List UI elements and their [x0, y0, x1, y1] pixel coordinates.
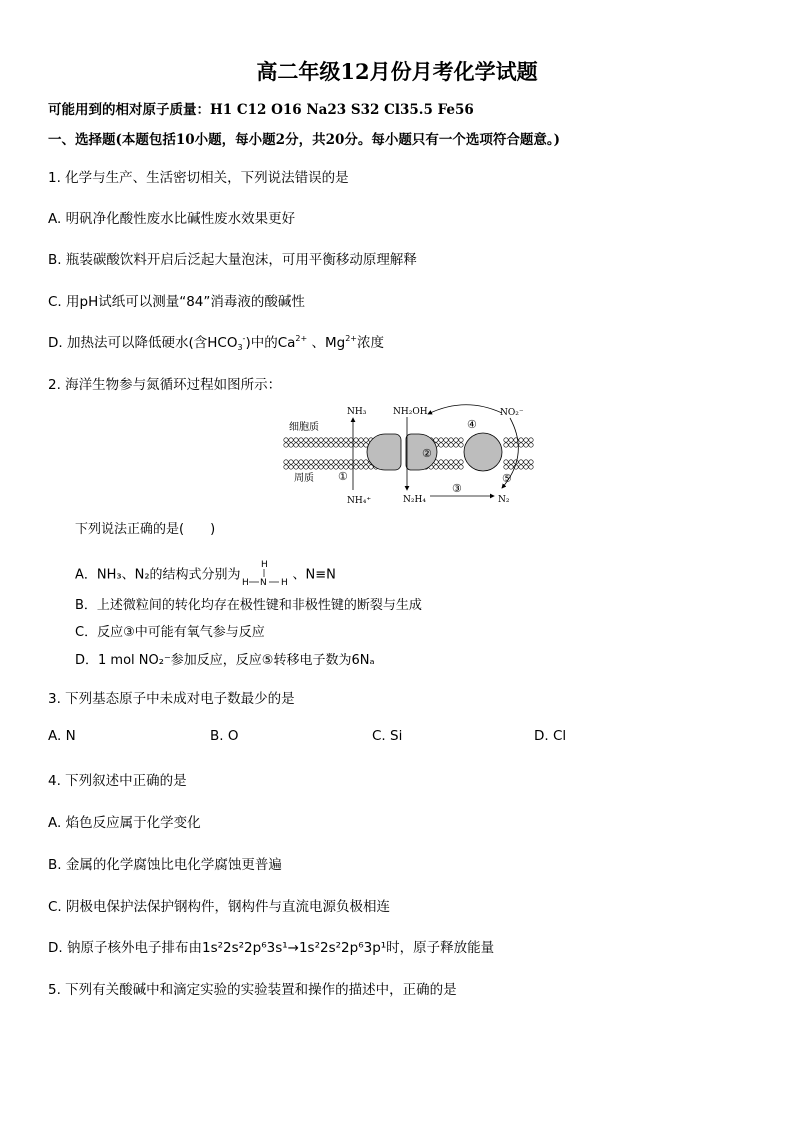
q1-d-pre: D. 加热法可以降低硬水(含HCO	[48, 335, 238, 351]
membrane-lipid	[349, 438, 353, 442]
membrane-lipid	[324, 465, 328, 469]
membrane-lipid	[354, 443, 358, 447]
membrane-lipid	[304, 465, 308, 469]
label-reaction-3: ③	[452, 482, 462, 495]
q3-option-d: D. Cl	[534, 728, 567, 744]
protein-left	[367, 434, 401, 470]
q1-stem: 1. 化学与生产、生活密切相关，下列说法错误的是	[48, 170, 349, 186]
membrane-lipid	[509, 438, 513, 442]
membrane-lipid	[304, 438, 308, 442]
membrane-lipid	[344, 460, 348, 464]
membrane-lipid	[329, 443, 333, 447]
membrane-lipid	[309, 460, 313, 464]
q1-d-supm: -	[242, 334, 246, 343]
membrane-lipid	[519, 460, 523, 464]
membrane-lipid	[449, 443, 453, 447]
membrane-lipid	[284, 460, 288, 464]
membrane-lipid	[339, 460, 343, 464]
label-reaction-1: ①	[338, 470, 348, 483]
membrane-lipid	[449, 438, 453, 442]
membrane-lipid	[314, 465, 318, 469]
membrane-lipid	[509, 460, 513, 464]
struct-n: N	[259, 578, 267, 588]
membrane-lipid	[459, 460, 463, 464]
membrane-lipid	[324, 443, 328, 447]
page-title: 高二年级12月份月考化学试题	[256, 59, 538, 84]
q1-option-a: A. 明矾净化酸性废水比碱性废水效果更好	[48, 211, 296, 227]
label-cytoplasm: 细胞质	[289, 422, 319, 433]
membrane-lipid	[509, 465, 513, 469]
membrane-lipid	[319, 443, 323, 447]
membrane-lipid	[299, 438, 303, 442]
membrane-lipid	[309, 438, 313, 442]
label-nh2oh: NH₂OH	[393, 407, 428, 417]
membrane-lipid	[294, 460, 298, 464]
membrane-lipid	[524, 438, 528, 442]
membrane-lipid	[439, 438, 443, 442]
membrane-lipid	[434, 465, 438, 469]
membrane-lipid	[344, 438, 348, 442]
membrane-lipid	[354, 438, 358, 442]
q4-stem: 4. 下列叙述中正确的是	[48, 773, 187, 789]
membrane-lipid	[334, 438, 338, 442]
membrane-lipid	[454, 460, 458, 464]
q4-option-b: B. 金属的化学腐蚀比电化学腐蚀更普遍	[48, 857, 282, 873]
membrane-lipid	[519, 443, 523, 447]
membrane-lipid	[324, 460, 328, 464]
label-nh3: NH₃	[347, 407, 367, 417]
membrane-lipid	[354, 465, 358, 469]
q2-prompt: 下列说法正确的是( )	[75, 522, 216, 537]
membrane-lipid	[504, 443, 508, 447]
membrane-lipid	[449, 460, 453, 464]
membrane-lipid	[349, 460, 353, 464]
membrane-lipid	[524, 443, 528, 447]
membrane-lipid	[319, 438, 323, 442]
membrane-lipid	[444, 438, 448, 442]
membrane-lipid	[459, 443, 463, 447]
q1-d-sep: 、Mg	[307, 335, 346, 351]
label-nh4: NH₄⁺	[347, 496, 372, 506]
membrane-lipid	[504, 438, 508, 442]
membrane-lipid	[364, 438, 368, 442]
q2-option-d: D．1 mol NO₂⁻参加反应，反应⑤转移电子数为6Nₐ	[75, 653, 375, 668]
membrane-lipid	[319, 460, 323, 464]
q1-d-sub: 3	[237, 343, 243, 352]
membrane-lipid	[459, 465, 463, 469]
membrane-lipid	[314, 460, 318, 464]
membrane-lipid	[324, 438, 328, 442]
membrane-lipid	[284, 443, 288, 447]
membrane-lipid	[339, 443, 343, 447]
membrane-lipid	[329, 438, 333, 442]
membrane-lipid	[509, 443, 513, 447]
q4-option-a: A. 焰色反应属于化学变化	[48, 815, 201, 831]
membrane-lipid	[524, 460, 528, 464]
membrane-lipid	[459, 438, 463, 442]
membrane-lipid	[439, 443, 443, 447]
membrane-lipid	[334, 465, 338, 469]
membrane-lipid	[444, 443, 448, 447]
membrane-lipid	[299, 460, 303, 464]
membrane-lipid	[314, 443, 318, 447]
membrane-lipid	[504, 460, 508, 464]
q1-option-d	[48, 331, 384, 352]
struct-h-top: H	[260, 560, 268, 570]
membrane-lipid	[364, 465, 368, 469]
membrane-lipid	[514, 443, 518, 447]
membrane-lipid	[529, 438, 533, 442]
membrane-lipid	[289, 465, 293, 469]
membrane-lipid	[299, 465, 303, 469]
membrane-lipid	[519, 465, 523, 469]
q1-d-end: 浓度	[357, 335, 385, 351]
struct-h-right: H	[280, 578, 288, 588]
membrane-lipid	[439, 460, 443, 464]
q5-stem: 5. 下列有关酸碱中和滴定实验的实验装置和操作的描述中，正确的是	[48, 982, 457, 998]
q3-option-a: A. N	[48, 728, 76, 744]
struct-h-left: H	[241, 578, 249, 588]
membrane-lipid	[359, 460, 363, 464]
membrane-lipid	[339, 438, 343, 442]
membrane-lipid	[454, 443, 458, 447]
membrane-lipid	[344, 443, 348, 447]
arrow-no2-to-nh2oh	[428, 405, 502, 414]
membrane-lipid	[289, 438, 293, 442]
membrane-lipid	[439, 465, 443, 469]
q3-stem: 3. 下列基态原子中未成对电子数最少的是	[48, 691, 295, 707]
membrane-lipid	[529, 465, 533, 469]
membrane-lipid	[294, 465, 298, 469]
membrane-lipid	[294, 443, 298, 447]
q1-d-sup1: 2+	[295, 334, 308, 343]
section-heading: 一、选择题(本题包括10小题，每小题2分，共20分。每小题只有一个选项符合题意。)	[48, 132, 560, 148]
q2-option-b: B．上述微粒间的转化均存在极性键和非极性键的断裂与生成	[75, 598, 422, 613]
q1-option-c: C. 用pH试纸可以测量“84”消毒液的酸碱性	[48, 294, 305, 310]
membrane-lipid	[309, 465, 313, 469]
membrane-lipid	[519, 438, 523, 442]
membrane-lipid	[284, 465, 288, 469]
membrane-lipid	[529, 443, 533, 447]
q2-a-pre: A．NH₃、N₂的结构式分别为	[75, 567, 241, 583]
membrane-lipid	[309, 443, 313, 447]
membrane-lipid	[349, 465, 353, 469]
membrane-lipid	[529, 460, 533, 464]
membrane-lipid	[329, 460, 333, 464]
membrane-lipid	[444, 465, 448, 469]
membrane-lipid	[359, 438, 363, 442]
membrane-lipid	[339, 465, 343, 469]
q4-option-c: C. 阴极电保护法保护钢构件，钢构件与直流电源负极相连	[48, 899, 391, 915]
label-reaction-2: ②	[422, 447, 432, 460]
nh3-structural-formula	[241, 558, 293, 592]
q1-d-mid: )中的Ca	[245, 335, 296, 351]
membrane-lipid	[294, 438, 298, 442]
membrane-lipid	[344, 465, 348, 469]
membrane-lipid	[504, 465, 508, 469]
membrane-lipid	[434, 438, 438, 442]
q2-stem: 2. 海洋生物参与氮循环过程如图所示：	[48, 377, 282, 393]
membrane-lipid	[319, 465, 323, 469]
membrane-lipid	[454, 465, 458, 469]
atomic-masses: 可能用到的相对原子质量：H1 C12 O16 Na23 S32 Cl35.5 Fe56	[48, 102, 474, 118]
label-reaction-5: ⑤	[502, 472, 512, 485]
membrane-lipid	[354, 460, 358, 464]
q3-option-b: B. O	[210, 728, 239, 744]
membrane-lipid	[454, 438, 458, 442]
label-n2h4: N₂H₄	[403, 495, 426, 505]
membrane-lipid	[289, 443, 293, 447]
label-n2: N₂	[498, 495, 510, 505]
q1-option-b: B. 瓶装碳酸饮料开启后泛起大量泡沫，可用平衡移动原理解释	[48, 252, 417, 268]
label-no2: NO₂⁻	[500, 408, 524, 418]
q2-option-a	[75, 558, 336, 592]
membrane-lipid	[364, 460, 368, 464]
q2-a-post: 、N≡N	[292, 567, 336, 583]
q4-option-d: D. 钠原子核外电子排布由1s²2s²2p⁶3s¹→1s²2s²2p⁶3p¹时，原子释放能量	[48, 940, 495, 956]
membrane-lipid	[349, 443, 353, 447]
membrane-lipid	[329, 465, 333, 469]
membrane-lipid	[304, 460, 308, 464]
membrane-lipid	[524, 465, 528, 469]
membrane-lipid	[284, 438, 288, 442]
membrane-lipid	[314, 438, 318, 442]
membrane-lipid	[304, 443, 308, 447]
membrane-lipid	[334, 443, 338, 447]
q3-option-c: C. Si	[372, 728, 403, 744]
membrane-lipid	[444, 460, 448, 464]
nitrogen-cycle-diagram	[280, 400, 540, 510]
membrane-lipid	[289, 460, 293, 464]
membrane-lipid	[359, 465, 363, 469]
label-periplasm: 周质	[294, 473, 314, 484]
membrane-lipid	[359, 443, 363, 447]
protein-sphere	[464, 433, 502, 471]
membrane-lipid	[334, 460, 338, 464]
q1-d-sup2: 2+	[345, 334, 358, 343]
membrane-lipid	[449, 465, 453, 469]
label-reaction-4: ④	[467, 418, 477, 431]
q2-option-c: C．反应③中可能有氧气参与反应	[75, 625, 265, 640]
membrane-lipid	[299, 443, 303, 447]
